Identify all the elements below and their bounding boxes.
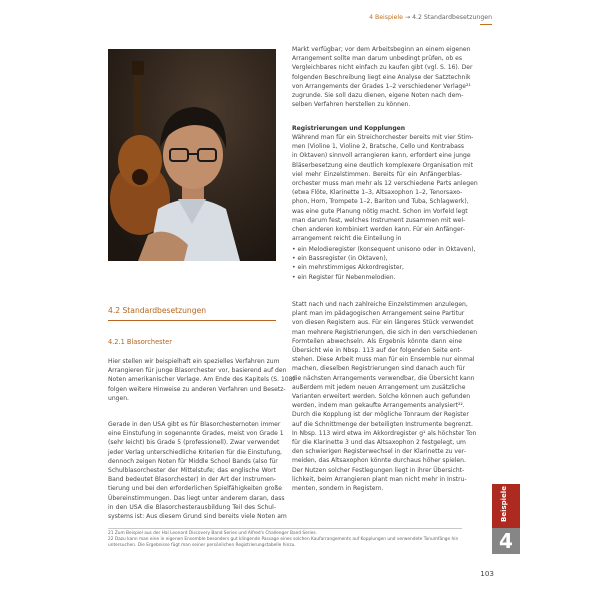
registrierungen-heading: Registrierungen und Kopplungen (292, 125, 406, 132)
text-line: von diesen Registern aus. Für ein längeres Stück verwendet (292, 319, 474, 327)
list-item-text: ein mehrstimmiges Akkordregister, (297, 264, 404, 272)
chapter-tab-number: 4 (492, 528, 520, 554)
text-line: arrangement reicht die Einteilung in (292, 235, 402, 243)
photo-illustration (108, 49, 276, 261)
footnote-line: untersuchen. Die Ergebnisse fügt man seiner persönlichen Registrierungstabelle hinzu. (108, 543, 296, 549)
footnote-rule (108, 528, 462, 529)
text-line: systems ist: Aus diesem Grund sind bereits viele Noten am (108, 513, 287, 521)
text-line: eine Einstufung in sogenannte Grades, meist von Grade 1 (108, 430, 284, 438)
text-line: man mehrere Registrierungen, die sich in den verschiedenen (292, 328, 478, 336)
text-line: Formteilen abwechseln. Als Ergebnis könnte dann eine (292, 337, 462, 345)
text-line: für die Klarinette 3 und das Altsaxophon 2 festgelegt, um (292, 439, 466, 447)
page-number: 103 (480, 569, 494, 578)
text-line: orchester muss man mehr als 12 verschiedene Parts anlegen (292, 180, 478, 188)
header-chapter: 4 Beispiele (369, 14, 403, 21)
text-line: Während man für ein Streichorchester bereits mit vier Stim- (292, 134, 474, 141)
section-heading: 4.2 Standardbesetzungen (108, 306, 207, 315)
text-line: jeder Verlag unterschiedliche Kriterien für die Einstufung, (108, 448, 282, 456)
text-line: Durch die Kopplung ist der mögliche Tonraum der Register (292, 411, 469, 419)
text-line: Übereinstimmungen. Das liegt unter anderem daran, dass (108, 494, 285, 502)
text-line: In Nbsp. 113 wird etwa im Akkordregister g¹ als höchster Ton (292, 429, 477, 437)
text-line: men (Violine 1, Violine 2, Bratsche, Cello und Kontrabass (292, 143, 465, 151)
text-line: phon, Horn, Trompete 1–2, Bariton und Tuba, Schlagwerk), (292, 198, 469, 206)
text-line: in Oktaven) sinnvoll arrangieren kann, erfordert eine junge (292, 152, 471, 160)
text-line: folgenden Beschreibung liegt eine Analyse der Satztechnik (292, 73, 471, 81)
text-line: lichkeit, beim Arrangieren plant man nicht mehr in Instru- (292, 475, 467, 483)
text-line: außerdem mit jedem neuen Arrangement um zusätzliche (292, 383, 466, 391)
text-line: Noten amerikanischer Verlage. Am Ende des Kapitels (S. 108) (108, 376, 295, 384)
text-line: Der Nutzen solcher Festlegungen liegt in ihrer Übersicht- (292, 466, 465, 474)
list-item-text: ein Melodieregister (konsequent unisono oder in Oktaven), (297, 246, 476, 253)
text-line: was eine gute Planung nötig macht. Schon im Vorfeld legt (292, 207, 468, 215)
text-line: Schulblasorchester der Mittelstufe; das englische Wort (108, 467, 276, 475)
text-line: Arrangement sollte man darum unbedingt prüfen, ob es (292, 55, 462, 63)
text-line: (sehr leicht) bis Grade 5 (professionell). Zwar verwendet (108, 439, 280, 447)
text-line: selben Verfahren herstellen zu können. (292, 101, 411, 109)
text-line: tierung und bei den erforderlichen Spielfähigkeiten große (108, 485, 282, 493)
text-line: machen, dieselben Registrierungen sind danach auch für (292, 365, 465, 373)
right-paragraph-2 (292, 133, 478, 243)
list-item: • ein Bassregister (in Oktaven), (292, 255, 388, 263)
text-line: Bläserbesetzung eine deutlich komplexere Organisation mit (292, 161, 473, 169)
text-line: folgen weitere Hinweise zu anderen Verfahren und Besetz- (108, 385, 286, 393)
text-line: Vergleichbares nicht einfach zu kaufen gibt (vgl. S. 16). Der (292, 64, 473, 72)
text-line: Arrangieren für junge Blasorchester vor, basierend auf den (108, 367, 287, 375)
text-line: von Arrangements der Grades 1–2 verschiedener Verlage²¹ (292, 82, 471, 90)
register-bullet-list (292, 245, 476, 282)
text-line: menten, sondern in Registern. (292, 485, 384, 493)
left-paragraph-2 (108, 420, 287, 521)
text-line: Band bedeutet Blasorchester) in der Art der Instrumen- (108, 476, 276, 484)
footnotes (108, 531, 462, 550)
text-line: viel mehr Einzelstimmen. Bereits für ein Anfängerblas- (292, 170, 462, 178)
section-rule (108, 320, 276, 321)
footnote-line: 22 Dazu kann man eine in eigenen Ensemble besonders gut klingende Passage eines solchen Kaufarrangements auf Kopplungen und verwendete Tonumfänge hin (108, 537, 459, 543)
left-paragraph-1 (108, 357, 295, 403)
text-line: Varianten erweitert werden. Solche können auch gefunden (292, 393, 471, 401)
right-paragraph-1 (292, 45, 473, 109)
text-line: zugrunde. Sie soll dazu dienen, eigene Noten nach dem- (292, 92, 464, 100)
chapter-tab-text: Beispiele (500, 486, 508, 522)
text-line: Hier stellen wir beispielhaft ein spezielles Verfahren zum (108, 358, 280, 365)
header-arrow: → (404, 14, 411, 21)
text-line: Übersicht wie in Nbsp. 113 auf der folgenden Seite ent- (292, 347, 462, 355)
running-header (360, 14, 492, 21)
text-line: man darum fest, welches Instrument zusammen mit wel- (292, 216, 466, 224)
list-item-text: ein Register für Nebenmelodien. (297, 273, 396, 281)
text-line: stehen. Diese Arbeit muss man für ein Ensemble nur einmal (292, 356, 475, 364)
list-item: • ein mehrstimmiges Akkordregister, (292, 264, 404, 272)
text-line: in den USA die Blasorchesterausbildung Teil des Schul- (108, 503, 276, 511)
text-line: plant man im pädagogischen Arrangement seine Partitur (292, 310, 465, 318)
footnote-line: 21 Zum Beispiel aus der Hal Leonard Discovery Band Series und Alfred's Challenger Band Series. (108, 531, 317, 536)
text-line: Markt verfügbar; vor dem Arbeitsbeginn an einem eigenen (292, 46, 471, 53)
text-line: chen anderen kombiniert werden kann. Für ein Anfänger- (292, 226, 465, 234)
text-line: Statt nach und nach zahlreiche Einzelstimmen anzulegen, (292, 301, 468, 308)
side-running-head (496, 290, 508, 480)
chapter-tab-label (492, 484, 520, 528)
text-line: dennoch zeigen Noten für Middle School Bands (also für (108, 457, 278, 465)
text-line: die nächsten Arrangements verwendbar, die Übersicht kann (292, 374, 475, 382)
list-item: • ein Melodieregister (konsequent unisono oder in Oktaven), (292, 246, 476, 253)
text-line: meiden, das Altsaxophon könnte durchaus höher spielen. (292, 457, 466, 465)
header-rule (480, 24, 492, 25)
list-item: • ein Register für Nebenmelodien. (292, 273, 396, 281)
text-line: auf die Schnittmenge der beteiligten Instrumente begrenzt. (292, 420, 473, 428)
text-line: Gerade in den USA gibt es für Blasorchesternoten immer (108, 421, 281, 428)
header-section: 4.2 Standardbesetzungen (412, 14, 492, 21)
subsection-heading: 4.2.1 Blasorchester (108, 338, 172, 346)
text-line: den schwierigen Registerwechsel in der Klarinette zu ver- (292, 448, 467, 456)
right-paragraph-3 (292, 300, 478, 493)
text-line: werden, indem man gekaufte Arrangements analysiert²². (292, 402, 465, 410)
boy-with-guitar-photo (108, 49, 276, 261)
text-line: ungen. (108, 394, 129, 402)
text-line: (etwa Flöte, Klarinette 1–3, Altsaxophon 1–2, Tenorsaxo- (292, 189, 463, 197)
list-item-text: ein Bassregister (in Oktaven), (297, 255, 388, 263)
